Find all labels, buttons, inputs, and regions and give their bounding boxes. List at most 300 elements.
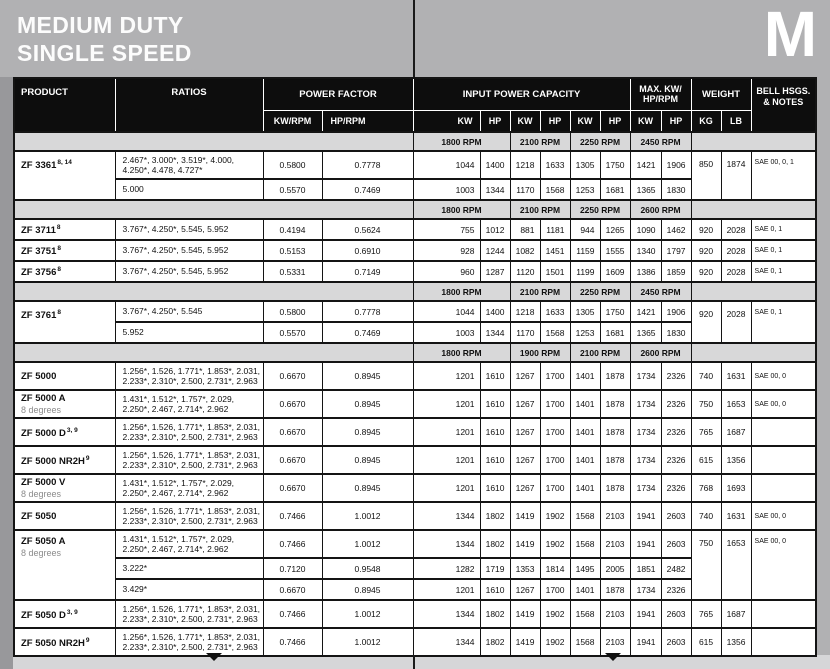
- kw-per-rpm-cell: 0.6670: [263, 390, 322, 418]
- max-power-cell: 1906: [661, 151, 691, 179]
- capacity-cell: 1802: [480, 502, 510, 530]
- weight-lb-cell: 1687: [721, 600, 751, 628]
- rpm-band-spacer: [14, 132, 413, 151]
- page-footer-margin: [13, 655, 830, 669]
- capacity-cell: 1401: [570, 579, 600, 600]
- product-name: ZF 3751: [21, 246, 57, 258]
- max-power-cell: 1941: [630, 530, 661, 558]
- product-name: ZF 5050 D: [21, 610, 66, 622]
- rpm-band-row: [14, 132, 816, 151]
- capacity-cell: 1568: [540, 179, 570, 200]
- ratios-cell: 1.256*, 1.526, 1.771*, 1.853*, 2.031, 2.233*, 2.310*, 2.500, 2.731*, 2.963: [115, 628, 263, 656]
- capacity-cell: 1201: [413, 418, 480, 446]
- col-header-weight: WEIGHT: [691, 78, 751, 110]
- capacity-cell: 1610: [480, 446, 510, 474]
- ratios-cell: 2.467*, 3.000*, 3.519*, 4.000, 4.250*, 4.478, 4.727*: [115, 151, 263, 179]
- max-power-cell: 2603: [661, 530, 691, 558]
- capacity-cell: 1201: [413, 390, 480, 418]
- product-row: [14, 301, 816, 322]
- max-power-cell: 2326: [661, 362, 691, 390]
- capacity-cell: 1201: [413, 474, 480, 502]
- max-power-cell: 1906: [661, 301, 691, 322]
- capacity-cell: 1633: [540, 301, 570, 322]
- weight-kg-cell: 740: [691, 362, 721, 390]
- product-cell: [14, 390, 115, 418]
- capacity-cell: 1401: [570, 362, 600, 390]
- hp-per-rpm-cell: 0.8945: [322, 474, 413, 502]
- capacity-cell: 1159: [570, 240, 600, 261]
- rpm-label: 2100 RPM: [510, 200, 570, 219]
- kw-per-rpm-cell: 0.7466: [263, 502, 322, 530]
- kw-per-rpm-cell: 0.7466: [263, 600, 322, 628]
- kw-per-rpm-cell: 0.4194: [263, 219, 322, 240]
- product-row: [14, 418, 816, 446]
- rpm-label: 2600 RPM: [630, 200, 691, 219]
- product-cell: [14, 474, 115, 502]
- rpm-band-spacer: [14, 343, 413, 362]
- weight-kg-cell: 750: [691, 390, 721, 418]
- capacity-cell: 1814: [540, 558, 570, 579]
- capacity-cell: 1902: [540, 530, 570, 558]
- product-footnote-ref: 3, 9: [66, 608, 78, 616]
- continuation-down-triangle-icon: [605, 653, 621, 661]
- ratios-cell: 1.256*, 1.526, 1.771*, 1.853*, 2.031, 2.233*, 2.310*, 2.500, 2.731*, 2.963: [115, 446, 263, 474]
- capacity-cell: 755: [413, 219, 480, 240]
- product-cell: [14, 628, 115, 656]
- hp-per-rpm-cell: 0.8945: [322, 446, 413, 474]
- product-row: [14, 362, 816, 390]
- capacity-cell: 1878: [600, 362, 630, 390]
- product-name: ZF 5050 NR2H: [21, 638, 85, 650]
- kw-per-rpm-cell: 0.7466: [263, 628, 322, 656]
- capacity-cell: 1610: [480, 579, 510, 600]
- rpm-band-row: [14, 343, 816, 362]
- hp-per-rpm-cell: 1.0012: [322, 600, 413, 628]
- product-name: ZF 3361: [21, 160, 57, 172]
- rpm-band-spacer: [14, 282, 413, 301]
- kw-per-rpm-cell: 0.5570: [263, 322, 322, 343]
- continuation-down-triangle-icon: [206, 653, 222, 661]
- weight-lb-cell: 1631: [721, 362, 751, 390]
- capacity-cell: 1305: [570, 151, 600, 179]
- ratios-cell: 1.256*, 1.526, 1.771*, 1.853*, 2.031, 2.233*, 2.310*, 2.500, 2.731*, 2.963: [115, 600, 263, 628]
- capacity-cell: 1344: [413, 628, 480, 656]
- capacity-cell: 1003: [413, 179, 480, 200]
- rpm-label: 1800 RPM: [413, 200, 510, 219]
- bell-housing-notes-cell: SAE 00, 0: [751, 530, 816, 600]
- max-power-cell: 1830: [661, 322, 691, 343]
- max-power-cell: 2603: [661, 628, 691, 656]
- capacity-cell: 1201: [413, 362, 480, 390]
- hp-per-rpm-cell: 0.8945: [322, 579, 413, 600]
- capacity-cell: 1267: [510, 390, 540, 418]
- max-power-cell: 1941: [630, 628, 661, 656]
- product-cell: [14, 362, 115, 390]
- capacity-cell: 1610: [480, 390, 510, 418]
- col-header-product: PRODUCT: [14, 78, 115, 132]
- product-footnote-ref: 9: [85, 454, 90, 462]
- product-cell: [14, 219, 115, 240]
- kw-per-rpm-cell: 0.7120: [263, 558, 322, 579]
- capacity-cell: 1400: [480, 151, 510, 179]
- product-cell: [14, 301, 115, 343]
- max-power-cell: 1734: [630, 579, 661, 600]
- bell-housing-notes-cell: [751, 628, 816, 656]
- unit-header-kw-rpm: KW/RPM: [263, 110, 322, 132]
- product-name: ZF 5000 NR2H: [21, 456, 85, 468]
- capacity-cell: 1878: [600, 446, 630, 474]
- weight-kg-cell: 615: [691, 446, 721, 474]
- product-row: [14, 474, 816, 502]
- capacity-cell: 1878: [600, 390, 630, 418]
- capacity-cell: 1287: [480, 261, 510, 282]
- capacity-cell: 1700: [540, 474, 570, 502]
- unit-header-hp: HP: [540, 110, 570, 132]
- capacity-cell: 2103: [600, 502, 630, 530]
- capacity-cell: 1265: [600, 219, 630, 240]
- capacity-cell: 1305: [570, 301, 600, 322]
- max-power-cell: 1386: [630, 261, 661, 282]
- weight-lb-cell: 1653: [721, 530, 751, 600]
- capacity-cell: 1719: [480, 558, 510, 579]
- max-header-line2: HP/RPM: [643, 94, 679, 105]
- max-power-cell: 2326: [661, 579, 691, 600]
- capacity-cell: 1201: [413, 446, 480, 474]
- max-power-cell: 1941: [630, 600, 661, 628]
- weight-kg-cell: 920: [691, 219, 721, 240]
- max-power-cell: 2603: [661, 502, 691, 530]
- capacity-cell: 1344: [480, 322, 510, 343]
- hp-per-rpm-cell: 0.7778: [322, 301, 413, 322]
- hp-per-rpm-cell: 1.0012: [322, 530, 413, 558]
- product-subtitle: 8 degrees: [21, 548, 62, 558]
- bell-header-line1: BELL HSGS.: [756, 86, 811, 96]
- capacity-cell: 1902: [540, 502, 570, 530]
- page-title-line2: SINGLE SPEED: [17, 40, 192, 66]
- page-title: [17, 11, 192, 67]
- unit-header-kg: KG: [691, 110, 721, 132]
- weight-lb-cell: 1356: [721, 446, 751, 474]
- col-header-bell-housings-notes: [751, 78, 816, 132]
- table-header: [14, 78, 816, 132]
- rpm-label: 2250 RPM: [570, 200, 630, 219]
- capacity-cell: 1681: [600, 179, 630, 200]
- capacity-cell: 1568: [570, 502, 600, 530]
- product-name: ZF 5000: [21, 370, 57, 382]
- weight-lb-cell: 1631: [721, 502, 751, 530]
- col-header-ratios: RATIOS: [115, 78, 263, 132]
- capacity-cell: 1267: [510, 362, 540, 390]
- bell-housing-notes-cell: SAE 00, 0: [751, 362, 816, 390]
- capacity-cell: 1401: [570, 390, 600, 418]
- capacity-cell: 1700: [540, 390, 570, 418]
- product-cell: [14, 530, 115, 600]
- max-power-cell: 1734: [630, 418, 661, 446]
- capacity-cell: 1902: [540, 628, 570, 656]
- rpm-band-spacer: [691, 343, 816, 362]
- page-title-line1: MEDIUM DUTY: [17, 12, 184, 38]
- max-power-cell: 1421: [630, 301, 661, 322]
- product-row: [14, 628, 816, 656]
- hp-per-rpm-cell: 0.7149: [322, 261, 413, 282]
- capacity-cell: 2103: [600, 600, 630, 628]
- product-row: [14, 502, 816, 530]
- weight-lb-cell: 1693: [721, 474, 751, 502]
- unit-header-kw: KW: [510, 110, 540, 132]
- product-footnote-ref: 3, 9: [66, 426, 78, 434]
- kw-per-rpm-cell: 0.5800: [263, 301, 322, 322]
- bell-housing-notes-cell: SAE 0, 1: [751, 219, 816, 240]
- bell-housing-notes-cell: SAE 00, 0: [751, 390, 816, 418]
- hp-per-rpm-cell: 0.9548: [322, 558, 413, 579]
- product-name: ZF 3761: [21, 310, 57, 322]
- capacity-cell: 1555: [600, 240, 630, 261]
- max-power-cell: 1859: [661, 261, 691, 282]
- product-row: [14, 390, 816, 418]
- kw-per-rpm-cell: 0.6670: [263, 579, 322, 600]
- ratios-cell: 1.431*, 1.512*, 1.757*, 2.029, 2.250*, 2.467, 2.714*, 2.962: [115, 474, 263, 502]
- capacity-cell: 1802: [480, 600, 510, 628]
- capacity-cell: 1568: [570, 530, 600, 558]
- capacity-cell: 1170: [510, 179, 540, 200]
- hp-per-rpm-cell: 0.8945: [322, 390, 413, 418]
- capacity-cell: 1568: [570, 600, 600, 628]
- capacity-cell: 1267: [510, 474, 540, 502]
- ratios-cell: 1.431*, 1.512*, 1.757*, 2.029, 2.250*, 2.467, 2.714*, 2.962: [115, 390, 263, 418]
- capacity-cell: 1218: [510, 301, 540, 322]
- rpm-band-spacer: [691, 282, 816, 301]
- capacity-cell: 1044: [413, 301, 480, 322]
- capacity-cell: 1401: [570, 474, 600, 502]
- hp-per-rpm-cell: 0.8945: [322, 362, 413, 390]
- product-row: [14, 446, 816, 474]
- capacity-cell: 1253: [570, 322, 600, 343]
- ratios-cell: 3.429*: [115, 579, 263, 600]
- hp-per-rpm-cell: 1.0012: [322, 502, 413, 530]
- weight-lb-cell: 2028: [721, 219, 751, 240]
- rpm-label: 1800 RPM: [413, 343, 510, 362]
- rpm-label: 2100 RPM: [510, 282, 570, 301]
- rpm-label: 1900 RPM: [510, 343, 570, 362]
- hp-per-rpm-cell: 0.6910: [322, 240, 413, 261]
- weight-kg-cell: 768: [691, 474, 721, 502]
- capacity-cell: 1700: [540, 446, 570, 474]
- page-left-margin: [0, 77, 13, 669]
- capacity-cell: 1902: [540, 600, 570, 628]
- capacity-cell: 944: [570, 219, 600, 240]
- capacity-cell: 1282: [413, 558, 480, 579]
- product-name: ZF 5000 D: [21, 428, 66, 440]
- rpm-band-row: [14, 282, 816, 301]
- rpm-band-spacer: [691, 200, 816, 219]
- capacity-cell: 1082: [510, 240, 540, 261]
- weight-lb-cell: 2028: [721, 240, 751, 261]
- capacity-cell: 928: [413, 240, 480, 261]
- capacity-cell: 1568: [570, 628, 600, 656]
- weight-kg-cell: 850: [691, 151, 721, 200]
- kw-per-rpm-cell: 0.5331: [263, 261, 322, 282]
- capacity-cell: 2103: [600, 530, 630, 558]
- rpm-label: 2100 RPM: [510, 132, 570, 151]
- capacity-cell: 1344: [480, 179, 510, 200]
- capacity-cell: 1802: [480, 628, 510, 656]
- kw-per-rpm-cell: 0.6670: [263, 418, 322, 446]
- max-power-cell: 1734: [630, 474, 661, 502]
- capacity-cell: 1501: [540, 261, 570, 282]
- capacity-cell: 2103: [600, 628, 630, 656]
- capacity-cell: 960: [413, 261, 480, 282]
- rpm-label: 1800 RPM: [413, 282, 510, 301]
- weight-kg-cell: 740: [691, 502, 721, 530]
- product-row: [14, 600, 816, 628]
- bell-header-line2: & NOTES: [763, 97, 804, 107]
- capacity-cell: 1610: [480, 418, 510, 446]
- unit-header-hp: HP: [600, 110, 630, 132]
- product-footnote-ref: 8: [57, 245, 62, 253]
- product-footnote-ref: 9: [85, 636, 90, 644]
- capacity-cell: 1120: [510, 261, 540, 282]
- weight-lb-cell: 1874: [721, 151, 751, 200]
- weight-kg-cell: 765: [691, 418, 721, 446]
- product-cell: [14, 240, 115, 261]
- rpm-label: 1800 RPM: [413, 132, 510, 151]
- max-power-cell: 2326: [661, 418, 691, 446]
- ratios-cell: 1.256*, 1.526, 1.771*, 1.853*, 2.031, 2.233*, 2.310*, 2.500, 2.731*, 2.963: [115, 362, 263, 390]
- product-row: [14, 219, 816, 240]
- product-row: [14, 530, 816, 558]
- weight-kg-cell: 750: [691, 530, 721, 600]
- product-footnote-ref: 8: [56, 224, 61, 232]
- capacity-cell: 1244: [480, 240, 510, 261]
- capacity-cell: 1419: [510, 530, 540, 558]
- weight-lb-cell: 1653: [721, 390, 751, 418]
- capacity-cell: 1401: [570, 418, 600, 446]
- bell-housing-notes-cell: [751, 474, 816, 502]
- max-power-cell: 1734: [630, 390, 661, 418]
- kw-per-rpm-cell: 0.6670: [263, 446, 322, 474]
- kw-per-rpm-cell: 0.5570: [263, 179, 322, 200]
- max-power-cell: 1797: [661, 240, 691, 261]
- capacity-cell: 1750: [600, 151, 630, 179]
- ratios-cell: 5.952: [115, 322, 263, 343]
- product-cell: [14, 418, 115, 446]
- product-subtitle: 8 degrees: [21, 488, 62, 499]
- capacity-cell: 1610: [480, 362, 510, 390]
- max-power-cell: 1462: [661, 219, 691, 240]
- rpm-band-spacer: [14, 200, 413, 219]
- ratios-cell: 3.767*, 4.250*, 5.545, 5.952: [115, 261, 263, 282]
- capacity-cell: 1700: [540, 362, 570, 390]
- rpm-label: 2250 RPM: [570, 282, 630, 301]
- unit-header-hp: HP: [661, 110, 691, 132]
- table-body: [14, 132, 816, 656]
- capacity-cell: 1344: [413, 502, 480, 530]
- capacity-cell: 1267: [510, 446, 540, 474]
- capacity-cell: 1419: [510, 600, 540, 628]
- ratios-cell: 3.767*, 4.250*, 5.545, 5.952: [115, 240, 263, 261]
- col-header-power-factor: POWER FACTOR: [263, 78, 413, 110]
- product-name: ZF 5050: [21, 510, 57, 522]
- capacity-cell: 1201: [413, 579, 480, 600]
- capacity-cell: 881: [510, 219, 540, 240]
- ratios-cell: 1.431*, 1.512*, 1.757*, 2.029, 2.250*, 2.467, 2.714*, 2.962: [115, 530, 263, 558]
- col-header-max-kw-hp-rpm: [630, 78, 691, 110]
- hp-per-rpm-cell: 0.7469: [322, 179, 413, 200]
- capacity-cell: 1199: [570, 261, 600, 282]
- rpm-label: 2100 RPM: [570, 343, 630, 362]
- col-header-input-power-capacity: INPUT POWER CAPACITY: [413, 78, 630, 110]
- capacity-cell: 1419: [510, 502, 540, 530]
- max-power-cell: 1421: [630, 151, 661, 179]
- capacity-cell: 1044: [413, 151, 480, 179]
- ratios-cell: 3.767*, 4.250*, 5.545: [115, 301, 263, 322]
- product-name: ZF 3711: [21, 225, 56, 237]
- weight-lb-cell: 2028: [721, 301, 751, 343]
- max-power-cell: 1941: [630, 502, 661, 530]
- unit-header-lb: LB: [721, 110, 751, 132]
- capacity-cell: 1700: [540, 579, 570, 600]
- unit-header-hp-rpm: HP/RPM: [322, 110, 413, 132]
- capacity-cell: 1170: [510, 322, 540, 343]
- bell-housing-notes-cell: [751, 600, 816, 628]
- capacity-cell: 1344: [413, 530, 480, 558]
- capacity-cell: 1633: [540, 151, 570, 179]
- hp-per-rpm-cell: 0.7778: [322, 151, 413, 179]
- max-power-cell: 2326: [661, 390, 691, 418]
- max-header-line1: MAX. KW/: [639, 83, 682, 94]
- max-power-cell: 1090: [630, 219, 661, 240]
- product-footnote-ref: 8: [57, 309, 62, 316]
- unit-header-kw: KW: [413, 110, 480, 132]
- product-cell: [14, 151, 115, 200]
- product-cell: [14, 261, 115, 282]
- rpm-label: 2250 RPM: [570, 132, 630, 151]
- capacity-cell: 1419: [510, 628, 540, 656]
- hp-per-rpm-cell: 1.0012: [322, 628, 413, 656]
- product-name: ZF 3756: [21, 267, 57, 279]
- capacity-cell: 1495: [570, 558, 600, 579]
- capacity-cell: 1681: [600, 322, 630, 343]
- capacity-cell: 1451: [540, 240, 570, 261]
- ratios-cell: 3.222*: [115, 558, 263, 579]
- bell-housing-notes-cell: [751, 418, 816, 446]
- weight-kg-cell: 920: [691, 261, 721, 282]
- rpm-label: 2600 RPM: [630, 343, 691, 362]
- kw-per-rpm-cell: 0.6670: [263, 474, 322, 502]
- capacity-cell: 1253: [570, 179, 600, 200]
- product-footnote-ref: 8: [57, 266, 62, 274]
- unit-header-kw: KW: [630, 110, 661, 132]
- capacity-cell: 1610: [480, 474, 510, 502]
- product-subtitle: 8 degrees: [21, 404, 62, 415]
- capacity-cell: 2005: [600, 558, 630, 579]
- capacity-cell: 1003: [413, 322, 480, 343]
- rpm-band-row: [14, 200, 816, 219]
- rpm-band-spacer: [691, 132, 816, 151]
- bell-housing-notes-cell: SAE 0, 1: [751, 301, 816, 343]
- weight-lb-cell: 1687: [721, 418, 751, 446]
- kw-per-rpm-cell: 0.7466: [263, 530, 322, 558]
- ratios-cell: 3.767*, 4.250*, 5.545, 5.952: [115, 219, 263, 240]
- product-name: ZF 5000 A: [21, 392, 66, 404]
- rpm-label: 2450 RPM: [630, 132, 691, 151]
- max-power-cell: 2326: [661, 474, 691, 502]
- capacity-cell: 1344: [413, 600, 480, 628]
- max-power-cell: 1365: [630, 322, 661, 343]
- max-power-cell: 2482: [661, 558, 691, 579]
- kw-per-rpm-cell: 0.6670: [263, 362, 322, 390]
- capacity-cell: 1750: [600, 301, 630, 322]
